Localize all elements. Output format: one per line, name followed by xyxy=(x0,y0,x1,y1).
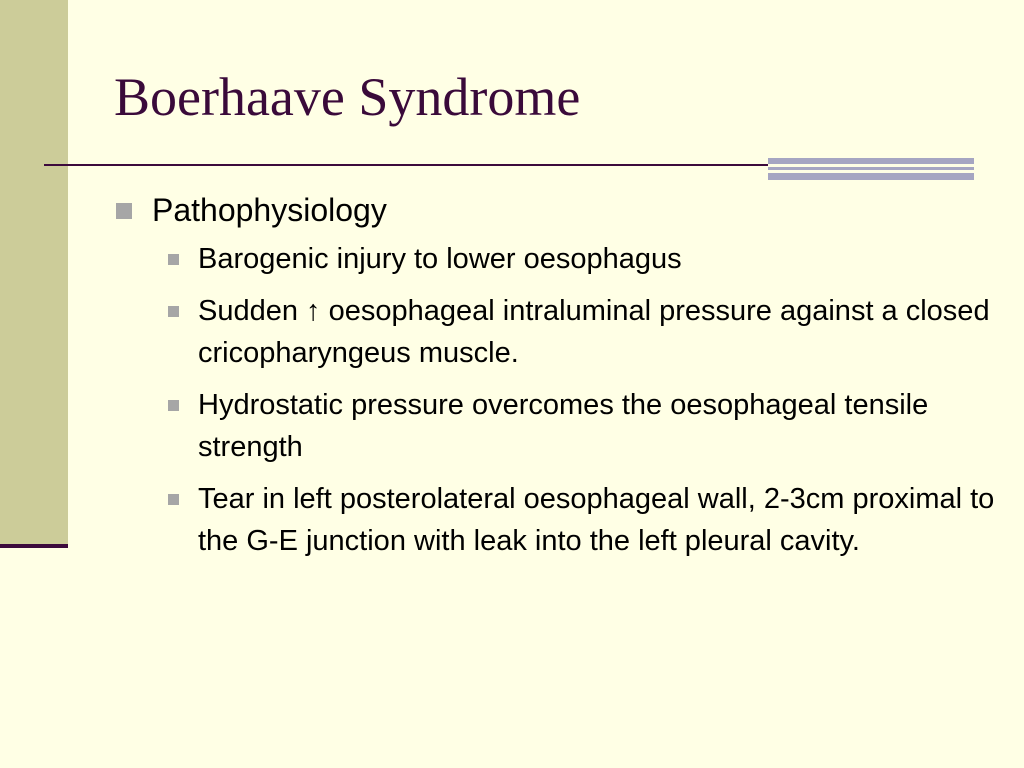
bullet-text: Pathophysiology xyxy=(152,192,387,228)
sub-bullet-tear-location xyxy=(162,478,996,562)
left-decorative-band xyxy=(0,0,68,546)
sub-bullet-text: Sudden ↑ oesophageal intraluminal pressure against a closed cricopharyngeus muscle. xyxy=(198,295,990,369)
square-bullet-icon xyxy=(168,306,179,317)
square-bullet-icon xyxy=(168,494,179,505)
slide-title: Boerhaave Syndrome xyxy=(114,67,581,127)
square-bullet-icon xyxy=(168,400,179,411)
slide-body xyxy=(116,188,996,572)
sub-bullet-text: Hydrostatic pressure overcomes the oesophageal tensile strength xyxy=(198,389,929,463)
sub-bullet-hydrostatic-pressure xyxy=(162,384,996,468)
sub-bullet-barogenic-injury xyxy=(162,238,996,280)
sub-bullet-text: Tear in left posterolateral oesophageal wall, 2-3cm proximal to the G-E junction with leak into the left pleural cavity. xyxy=(198,483,995,557)
sub-bullet-list xyxy=(116,238,996,562)
sub-bullet-text: Barogenic injury to lower oesophagus xyxy=(198,243,682,275)
bullet-pathophysiology xyxy=(116,188,996,232)
square-bullet-icon xyxy=(116,203,132,219)
title-divider-line xyxy=(44,164,768,166)
title-divider-accent xyxy=(768,158,974,180)
square-bullet-icon xyxy=(168,254,179,265)
sub-bullet-sudden-pressure xyxy=(162,290,996,374)
left-band-underline xyxy=(0,544,68,548)
